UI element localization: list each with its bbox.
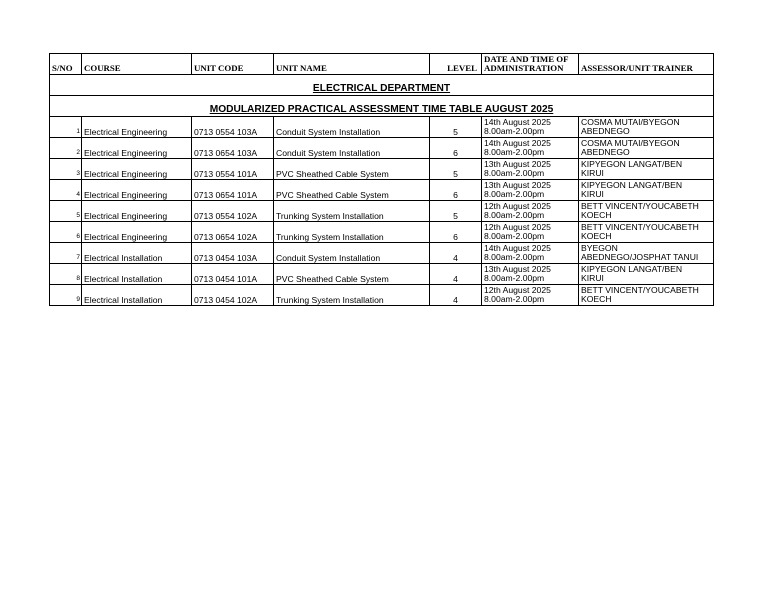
row-level: 5 — [430, 159, 482, 180]
title-row-department — [50, 75, 714, 96]
header-course: COURSE — [82, 54, 192, 75]
header-row — [50, 54, 714, 75]
row-date-time — [482, 264, 579, 285]
row-unit-name: PVC Sheathed Cable System — [274, 180, 430, 201]
row-date-time — [482, 285, 579, 306]
row-sno: 4 — [50, 180, 82, 201]
header-assessor: ASSESSOR/UNIT TRAINER — [579, 54, 714, 75]
table-row — [50, 159, 714, 180]
row-assessor — [579, 180, 714, 201]
row-time: 8.00am-2.00pm — [484, 294, 545, 304]
row-assessor — [579, 285, 714, 306]
row-level: 4 — [430, 264, 482, 285]
table-row — [50, 180, 714, 201]
row-time: 8.00am-2.00pm — [484, 189, 545, 199]
row-date-time — [482, 222, 579, 243]
row-sno: 7 — [50, 243, 82, 264]
title-row-timetable — [50, 96, 714, 117]
row-assessor2: ABEDNEGO — [581, 147, 630, 157]
row-level: 6 — [430, 222, 482, 243]
row-date-time — [482, 243, 579, 264]
table-row — [50, 243, 714, 264]
row-course: Electrical Installation — [82, 264, 192, 285]
row-assessor2: KOECH — [581, 210, 612, 220]
row-assessor1: BYEGON — [581, 242, 618, 253]
row-assessor2: KIRUI — [581, 189, 604, 199]
row-assessor — [579, 117, 714, 138]
row-date: 13th August 2025 — [484, 179, 551, 190]
row-assessor1: KIPYEGON LANGAT/BEN — [581, 179, 683, 190]
row-unit-name: Conduit System Installation — [274, 117, 430, 138]
row-assessor1: BETT VINCENT/YOUCABETH — [581, 221, 699, 232]
row-assessor1: COSMA MUTAI/BYEGON — [581, 137, 680, 148]
row-unit-code: 0713 0554 102A — [192, 201, 274, 222]
row-sno: 3 — [50, 159, 82, 180]
header-unit-name: UNIT NAME — [274, 54, 430, 75]
row-assessor2: ABEDNEGO — [581, 126, 630, 136]
row-assessor — [579, 222, 714, 243]
row-unit-code: 0713 0554 101A — [192, 159, 274, 180]
header-level: LEVEL — [430, 54, 482, 75]
header-date — [482, 54, 579, 75]
row-unit-code: 0713 0454 103A — [192, 243, 274, 264]
row-unit-code: 0713 0454 101A — [192, 264, 274, 285]
row-sno: 1 — [50, 117, 82, 138]
row-time: 8.00am-2.00pm — [484, 147, 545, 157]
row-assessor — [579, 159, 714, 180]
row-assessor2: KOECH — [581, 231, 612, 241]
table-row — [50, 117, 714, 138]
row-time: 8.00am-2.00pm — [484, 210, 545, 220]
row-course: Electrical Engineering — [82, 180, 192, 201]
header-date-line1: DATE AND TIME OF — [484, 54, 569, 64]
timetable-sheet — [49, 53, 713, 306]
row-course: Electrical Engineering — [82, 117, 192, 138]
row-sno: 5 — [50, 201, 82, 222]
row-course: Electrical Installation — [82, 285, 192, 306]
row-unit-name: Trunking System Installation — [274, 285, 430, 306]
row-unit-name: Conduit System Installation — [274, 243, 430, 264]
row-assessor — [579, 243, 714, 264]
row-time: 8.00am-2.00pm — [484, 126, 545, 136]
row-date-time — [482, 180, 579, 201]
row-unit-code: 0713 0554 103A — [192, 117, 274, 138]
row-unit-code: 0713 0454 102A — [192, 285, 274, 306]
row-unit-code: 0713 0654 101A — [192, 180, 274, 201]
row-date: 12th August 2025 — [484, 200, 551, 211]
row-course: Electrical Installation — [82, 243, 192, 264]
row-date: 12th August 2025 — [484, 221, 551, 232]
row-date: 13th August 2025 — [484, 158, 551, 169]
row-assessor1: COSMA MUTAI/BYEGON — [581, 116, 680, 127]
row-unit-code: 0713 0654 103A — [192, 138, 274, 159]
row-date: 12th August 2025 — [484, 284, 551, 295]
row-assessor2: KIRUI — [581, 273, 604, 283]
row-level: 4 — [430, 243, 482, 264]
row-assessor1: KIPYEGON LANGAT/BEN — [581, 158, 683, 169]
row-assessor2: ABEDNEGO/JOSPHAT TANUI — [581, 252, 699, 262]
row-sno: 6 — [50, 222, 82, 243]
row-assessor2: KOECH — [581, 294, 612, 304]
row-assessor — [579, 264, 714, 285]
row-date: 14th August 2025 — [484, 137, 551, 148]
row-unit-name: PVC Sheathed Cable System — [274, 264, 430, 285]
row-date-time — [482, 138, 579, 159]
table-row — [50, 201, 714, 222]
row-level: 4 — [430, 285, 482, 306]
row-date: 14th August 2025 — [484, 242, 551, 253]
row-assessor2: KIRUI — [581, 168, 604, 178]
row-assessor1: KIPYEGON LANGAT/BEN — [581, 263, 683, 274]
timetable-body — [50, 117, 714, 306]
row-date: 14th August 2025 — [484, 116, 551, 127]
row-level: 5 — [430, 117, 482, 138]
row-date-time — [482, 201, 579, 222]
row-date: 13th August 2025 — [484, 263, 551, 274]
header-sno: S/NO — [50, 54, 82, 75]
row-unit-name: Trunking System Installation — [274, 201, 430, 222]
row-level: 6 — [430, 138, 482, 159]
header-date-line2: ADMINISTRATION — [484, 63, 564, 73]
row-date-time — [482, 159, 579, 180]
row-unit-code: 0713 0654 102A — [192, 222, 274, 243]
row-assessor1: BETT VINCENT/YOUCABETH — [581, 284, 699, 295]
table-row — [50, 285, 714, 306]
row-unit-name: PVC Sheathed Cable System — [274, 159, 430, 180]
row-unit-name: Trunking System Installation — [274, 222, 430, 243]
row-time: 8.00am-2.00pm — [484, 273, 545, 283]
row-assessor — [579, 138, 714, 159]
row-course: Electrical Engineering — [82, 222, 192, 243]
row-sno: 9 — [50, 285, 82, 306]
table-row — [50, 138, 714, 159]
row-level: 6 — [430, 180, 482, 201]
row-time: 8.00am-2.00pm — [484, 231, 545, 241]
table-row — [50, 264, 714, 285]
row-level: 5 — [430, 201, 482, 222]
row-date-time — [482, 117, 579, 138]
row-assessor1: BETT VINCENT/YOUCABETH — [581, 200, 699, 211]
table-row — [50, 222, 714, 243]
row-unit-name: Conduit System Installation — [274, 138, 430, 159]
header-unit-code: UNIT CODE — [192, 54, 274, 75]
row-sno: 2 — [50, 138, 82, 159]
row-course: Electrical Engineering — [82, 159, 192, 180]
row-assessor — [579, 201, 714, 222]
timetable-title: MODULARIZED PRACTICAL ASSESSMENT TIME TABLE AUGUST 2025 — [209, 104, 554, 115]
row-course: Electrical Engineering — [82, 138, 192, 159]
row-course: Electrical Engineering — [82, 201, 192, 222]
timetable-table — [49, 53, 714, 306]
row-time: 8.00am-2.00pm — [484, 168, 545, 178]
row-sno: 8 — [50, 264, 82, 285]
department-title: ELECTRICAL DEPARTMENT — [312, 83, 451, 94]
row-time: 8.00am-2.00pm — [484, 252, 545, 262]
